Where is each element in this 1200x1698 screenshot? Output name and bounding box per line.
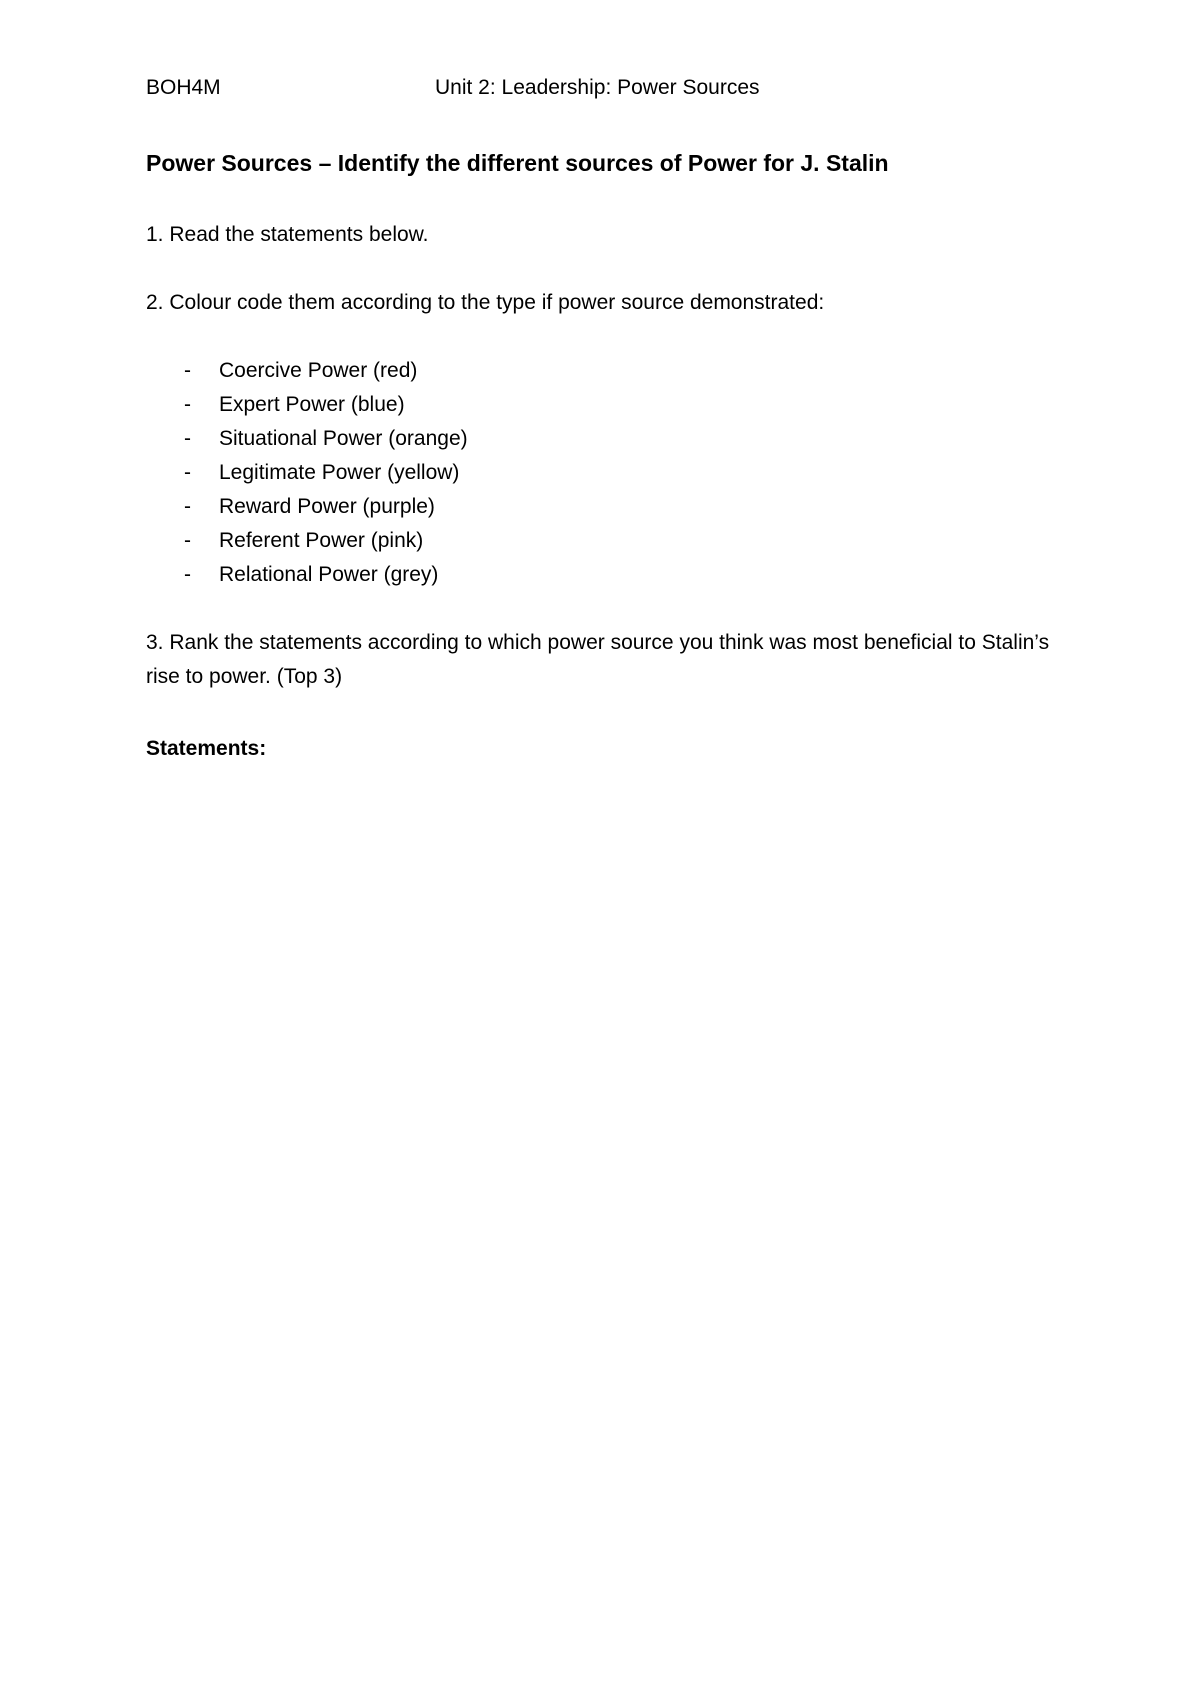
list-bullet: - [184,359,191,382]
list-item-label: Situational Power (orange) [219,427,468,450]
list-item-label: Referent Power (pink) [219,529,424,552]
instruction-step-3: 3. Rank the statements according to which power source you think was most beneficial to Stalin’s rise to power. (Top 3) [146,631,1050,688]
list-bullet: - [184,563,191,586]
list-item-label: Reward Power (purple) [219,495,435,518]
list-item-label: Coercive Power (red) [219,359,418,382]
list-bullet: - [184,461,191,484]
list-bullet: - [184,529,191,552]
instruction-step-1: 1. Read the statements below. [146,223,429,246]
statements-heading: Statements: [146,737,267,760]
unit-title: Unit 2: Leadership: Power Sources [435,76,760,99]
list-bullet: - [184,393,191,416]
list-item-label: Relational Power (grey) [219,563,439,586]
page-header [146,74,1046,102]
instruction-step-2: 2. Colour code them according to the type if power source demonstrated: [146,291,825,314]
list-bullet: - [184,427,191,450]
list-bullet: - [184,495,191,518]
document-title: Power Sources – Identify the different sources of Power for J. Stalin [146,150,889,176]
list-item-label: Expert Power (blue) [219,393,405,416]
course-code: BOH4M [146,76,221,99]
list-item-label: Legitimate Power (yellow) [219,461,460,484]
